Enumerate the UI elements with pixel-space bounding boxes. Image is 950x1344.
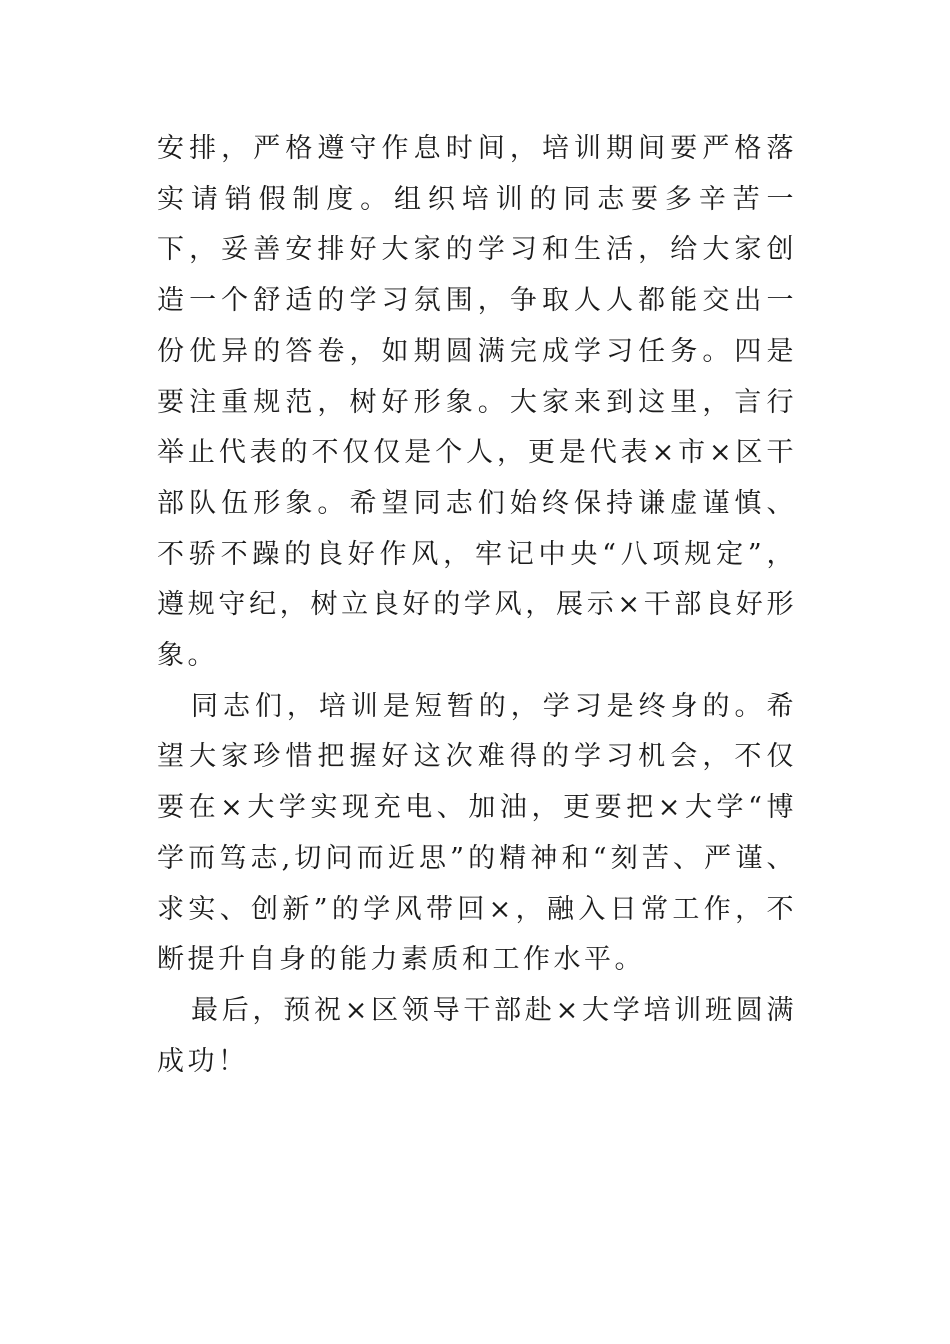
paragraph-training-reminder: 同志们，培训是短暂的，学习是终身的。希望大家珍惜把握好这次难得的学习机会，不仅要在×大学实现充电、加油，更要把×大学“博学而笃志,切问而近思”的精神和“刻苦、严谨、求实、创新”的学风带回×，融入日常工作，不断提升自身的能力素质和工作水平。 bbox=[157, 690, 797, 976]
document-body bbox=[157, 124, 797, 1087]
paragraph-closing-wish: 最后，预祝×区领导干部赴×大学培训班圆满成功！ bbox=[157, 994, 797, 1077]
paragraph-continuation: 安排，严格遵守作息时间，培训期间要严格落实请销假制度。组织培训的同志要多辛苦一下，妥善安排好大家的学习和生活，给大家创造一个舒适的学习氛围，争取人人都能交出一份优异的答卷，如期圆满完成学习任务。四是要注重规范，树好形象。大家来到这里，言行举止代表的不仅仅是个人，更是代表×市×区干部队伍形象。希望同志们始终保持谦虚谨慎、不骄不躁的良好作风，牢记中央“八项规定”，遵规守纪，树立良好的学风，展示×干部良好形象。 bbox=[157, 133, 797, 672]
